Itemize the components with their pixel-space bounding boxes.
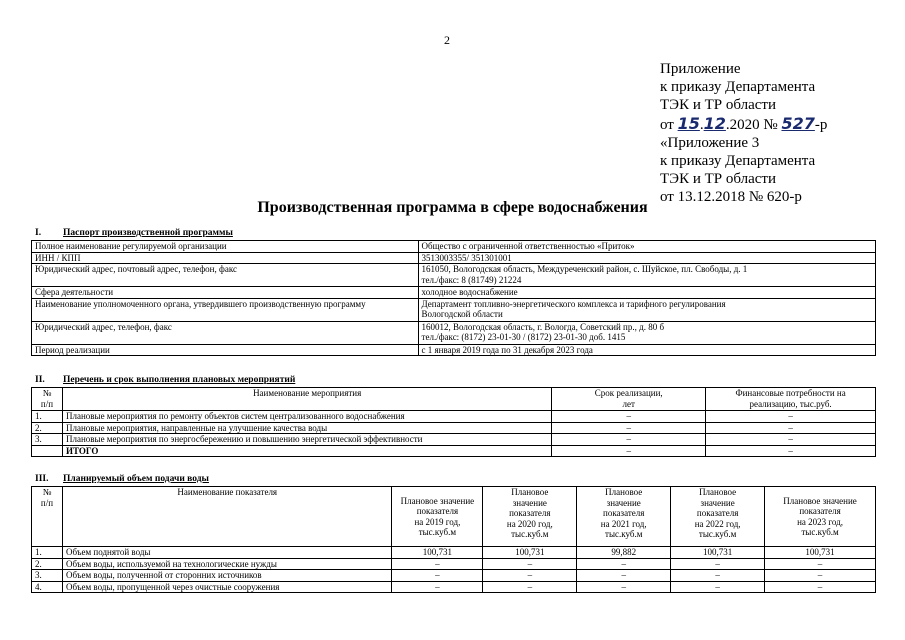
value-2021: – xyxy=(577,570,671,582)
appendix-header xyxy=(660,60,827,207)
table-row xyxy=(32,581,876,593)
table-row xyxy=(32,558,876,570)
header-text: тыс.куб.м xyxy=(698,529,737,539)
table-cell: Сфера деятельности xyxy=(32,287,419,299)
appendix-line: Приложение xyxy=(660,61,741,77)
row-num: 2. xyxy=(32,422,63,434)
header-text: на 2021 год, xyxy=(600,518,647,529)
header-text: показателя xyxy=(799,506,841,516)
row-name: Плановые мероприятия по ремонту объектов систем централизованного водоснабжения xyxy=(62,411,551,423)
appendix-line: ТЭК и ТР области xyxy=(660,171,776,188)
row-fin: – xyxy=(706,434,876,446)
row-num: 3. xyxy=(32,434,63,446)
cell-line: Департамент топливно-энергетического комплекса и тарифного регулирования xyxy=(421,298,726,309)
table-cell: Юридический адрес, почтовый адрес, телефон, факс xyxy=(32,264,419,287)
appendix-line: к приказу Департамента xyxy=(660,79,816,96)
header-text: показателя xyxy=(696,508,739,518)
table-row xyxy=(32,547,876,559)
header-text: на 2020 год, xyxy=(506,518,553,529)
row-term: – xyxy=(552,422,706,434)
header-text: Плановое значение xyxy=(400,495,475,506)
header-text: Срок реализации, xyxy=(594,388,663,398)
header-text: реализацию, тыс.руб. xyxy=(749,398,832,409)
header-text: п/п xyxy=(40,497,54,508)
row-name: Объем воды, пропущенной через очистные сооружения xyxy=(62,581,391,593)
row-term: – xyxy=(552,411,706,423)
value-2020: 100,731 xyxy=(483,547,577,559)
table-row xyxy=(32,344,876,356)
header-text: тыс.куб.м xyxy=(605,529,643,539)
table-cell: Наименование уполномоченного органа, утвердившего производственную программу xyxy=(32,298,419,321)
cell-line: тел./факс: (8172) 23-01-30 / (8172) 23-01-30 доб. 1415 xyxy=(421,332,626,342)
row-name: Объем воды, используемой на технологические нужды xyxy=(62,558,391,570)
header-text: № xyxy=(42,487,52,497)
section-title: Паспорт производственной программы xyxy=(63,228,233,238)
header-cell-2020 xyxy=(483,487,577,547)
section-number: III. xyxy=(35,474,49,484)
table-cell: Полное наименование регулируемой организации xyxy=(32,241,419,253)
header-text: на 2023 год, xyxy=(797,516,843,527)
cell-line: 161050, Вологодская область, Междуреченский район, с. Шуйское, пл. Свободы, д. 1 xyxy=(421,264,748,274)
cell-line: Вологодской области xyxy=(421,309,503,319)
row-name: Плановые мероприятия по энергосбережению и повышению энергетической эффективности xyxy=(62,434,551,446)
table-row xyxy=(32,570,876,582)
handwritten-number: 527 xyxy=(781,113,815,133)
header-text: лет xyxy=(622,398,635,409)
water-supply-table xyxy=(31,486,876,593)
total-label: ИТОГО xyxy=(62,445,551,457)
appendix-line: к приказу Департамента xyxy=(660,153,816,170)
header-cell-num xyxy=(32,388,63,411)
table-cell xyxy=(418,321,875,344)
table-row xyxy=(32,298,876,321)
row-num: 3. xyxy=(32,570,63,582)
appendix-line: ТЭК и ТР области xyxy=(660,97,776,114)
row-name: Объем поднятой воды xyxy=(62,547,391,559)
header-text: Финансовые потребности на xyxy=(735,388,846,398)
header-cell-2019 xyxy=(392,487,483,547)
value-2023: – xyxy=(765,570,876,582)
header-text: тыс.куб.м xyxy=(801,527,839,537)
table-row xyxy=(32,321,876,344)
row-fin: – xyxy=(706,422,876,434)
table-cell: Период реализации xyxy=(32,344,419,356)
header-cell-num xyxy=(32,487,63,547)
appendix-line: от 13.12.2018 № 620-р xyxy=(660,189,802,206)
row-num: 4. xyxy=(32,581,63,593)
header-cell-2022 xyxy=(671,487,765,547)
table-header-row xyxy=(32,388,876,411)
value-2022: – xyxy=(671,581,765,593)
value-2019: – xyxy=(392,570,483,582)
value-2021: – xyxy=(577,581,671,593)
header-cell-name: Наименование показателя xyxy=(62,487,391,547)
handwritten-month: 12 xyxy=(703,113,726,133)
header-text: № xyxy=(42,388,52,398)
appendix-suffix: -р xyxy=(814,116,828,133)
row-name: Объем воды, полученной от сторонних источников xyxy=(62,570,391,582)
value-2023: – xyxy=(765,558,876,570)
table-row xyxy=(32,287,876,299)
header-text: тыс.куб.м xyxy=(511,529,549,539)
table-row xyxy=(32,434,876,446)
header-cell-fin xyxy=(706,388,876,411)
table-row xyxy=(32,252,876,264)
total-term: – xyxy=(552,445,706,457)
row-term: – xyxy=(552,434,706,446)
value-2019: – xyxy=(392,558,483,570)
header-text: тыс.куб.м xyxy=(418,527,457,537)
header-text: Плановое значение xyxy=(783,495,857,506)
row-num: 1. xyxy=(32,547,63,559)
value-2019: 100,731 xyxy=(392,547,483,559)
page-number: 2 xyxy=(444,33,450,47)
appendix-line: «Приложение 3 xyxy=(660,134,760,151)
section2-heading xyxy=(31,375,295,385)
section-title: Перечень и срок выполнения плановых мероприятий xyxy=(63,375,296,385)
value-2022: – xyxy=(671,558,765,570)
table-cell: Юридический адрес, телефон, факс xyxy=(32,321,419,344)
table-cell: ИНН / КПП xyxy=(32,252,419,264)
table-cell: Общество с ограниченной ответственностью «Приток» xyxy=(418,241,875,253)
appendix-year: .2020 № xyxy=(725,116,778,133)
header-cell-2021 xyxy=(577,487,671,547)
document-title: Производственная программа в сфере водоснабжения xyxy=(257,199,648,216)
table-row xyxy=(32,264,876,287)
section1-heading xyxy=(31,228,233,238)
header-text: значение xyxy=(606,497,641,508)
value-2023: 100,731 xyxy=(765,547,876,559)
value-2019: – xyxy=(392,581,483,593)
table-cell: холодное водоснабжение xyxy=(418,287,875,299)
table-cell xyxy=(418,264,875,287)
measures-table xyxy=(31,387,876,457)
section-title: Планируемый объем подачи воды xyxy=(63,474,209,484)
table-cell: с 1 января 2019 года по 31 декабря 2023 года xyxy=(418,344,875,356)
value-2020: – xyxy=(483,581,577,593)
header-text: на 2022 год, xyxy=(694,518,741,529)
header-text: Плановое xyxy=(605,487,643,497)
table-cell: 3513003355/ 351301001 xyxy=(418,252,875,264)
header-text: Плановое xyxy=(699,487,737,497)
header-text: значение xyxy=(512,497,547,508)
value-2021: – xyxy=(577,558,671,570)
header-cell-name: Наименование мероприятия xyxy=(62,388,551,411)
header-text: п/п xyxy=(40,398,54,409)
header-text: показателя xyxy=(416,506,459,516)
table-header-row xyxy=(32,487,876,547)
table-row xyxy=(32,422,876,434)
header-text: показателя xyxy=(509,508,551,518)
row-num: 1. xyxy=(32,411,63,423)
value-2022: – xyxy=(671,570,765,582)
appendix-prefix: от xyxy=(660,116,674,133)
value-2020: – xyxy=(483,558,577,570)
handwritten-day: 15 xyxy=(677,113,700,133)
cell-line: тел./факс: 8 (81749) 21224 xyxy=(421,274,522,285)
passport-table xyxy=(31,240,876,356)
row-num xyxy=(32,445,63,457)
table-row xyxy=(32,411,876,423)
table-row xyxy=(32,241,876,253)
section-number: I. xyxy=(35,228,42,238)
value-2021: 99,882 xyxy=(577,547,671,559)
section-number: II. xyxy=(35,375,45,385)
header-text: значение xyxy=(700,497,735,508)
header-cell-2023 xyxy=(765,487,876,547)
header-text: показателя xyxy=(603,508,645,518)
header-cell-term xyxy=(552,388,706,411)
header-text: на 2019 год, xyxy=(414,516,461,527)
section3-heading xyxy=(31,474,209,484)
table-cell xyxy=(418,298,875,321)
total-row xyxy=(32,445,876,457)
value-2023: – xyxy=(765,581,876,593)
appendix-order-line: от 15.12.2020 № 527-р xyxy=(660,113,828,133)
row-name: Плановые мероприятия, направленные на улучшение качества воды xyxy=(62,422,551,434)
value-2020: – xyxy=(483,570,577,582)
row-fin: – xyxy=(706,411,876,423)
cell-line: 160012, Вологодская область, г. Вологда, Советский пр., д. 80 б xyxy=(421,321,665,332)
value-2022: 100,731 xyxy=(671,547,765,559)
total-fin: – xyxy=(706,445,876,457)
header-text: Плановое xyxy=(511,487,549,497)
row-num: 2. xyxy=(32,558,63,570)
